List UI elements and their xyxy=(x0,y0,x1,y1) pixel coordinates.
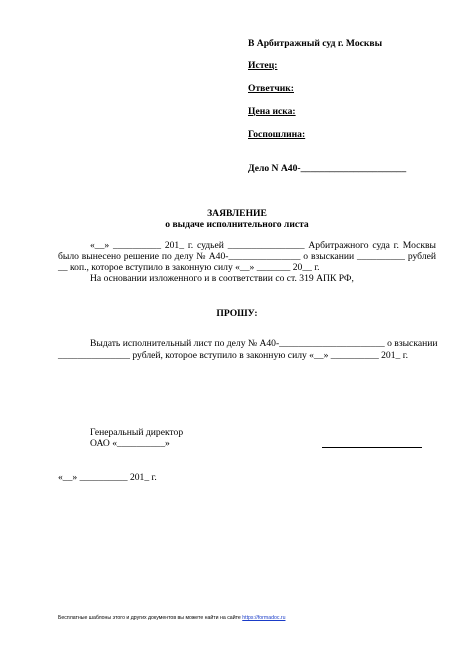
footer-text: Бесплатные шаблоны этого и других документов вы можете найти на сайте xyxy=(58,615,243,621)
claim-price-label: Цена иска: xyxy=(248,106,296,117)
body-line-1: «__» __________ 201_ г. судьей ________________ Арбитражного суда г. Москвы xyxy=(90,240,436,251)
signer-company: ОАО «__________» xyxy=(90,438,170,449)
footer-note xyxy=(58,615,286,621)
document-subtitle: о выдаче исполнительного листа xyxy=(165,219,309,230)
plaintiff-label: Истец: xyxy=(248,60,278,71)
body-line-2: было вынесено решение по делу № А40-_______________ о взыскании __________ рублей xyxy=(58,251,436,262)
document-title: ЗАЯВЛЕНИЕ xyxy=(207,208,267,219)
duty-label: Госпошлина: xyxy=(248,129,306,140)
request-line-2: _______________ рублей, которое вступило в законную силу «__» __________ 201_ г. xyxy=(58,350,408,361)
body-line-4: На основании изложенного и в соответствии со ст. 319 АПК РФ, xyxy=(90,273,354,284)
defendant-label: Ответчик: xyxy=(248,83,294,94)
case-number: Дело N А40-______________________ xyxy=(248,163,407,174)
court-name: В Арбитражный суд г. Москвы xyxy=(248,38,383,49)
request-heading: ПРОШУ: xyxy=(216,308,258,319)
footer-link[interactable]: https://formadoc.ru xyxy=(242,615,286,621)
document-date: «__» __________ 201_ г. xyxy=(58,472,157,483)
signature-line xyxy=(322,447,422,448)
body-line-3: __ коп., которое вступило в законную силу «__» _______ 20__ г. xyxy=(58,262,320,273)
request-line-1: Выдать исполнительный лист по делу № А40-______________________ о взыскании xyxy=(90,338,438,349)
signer-position: Генеральный директор xyxy=(90,427,184,438)
